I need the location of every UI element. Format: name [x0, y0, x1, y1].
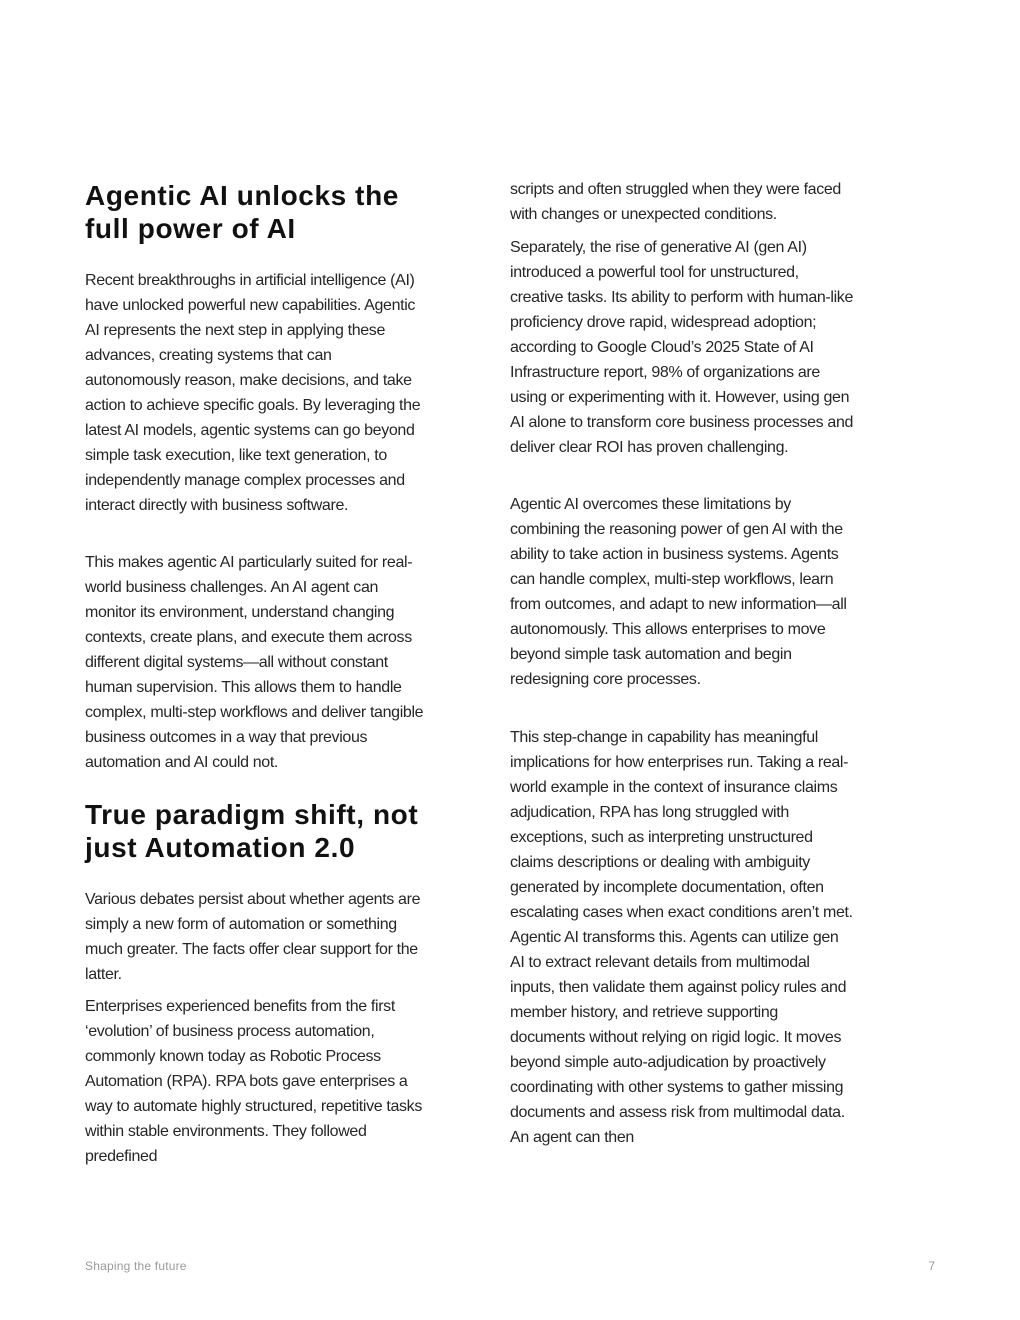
paragraph: Agentic AI overcomes these limitations by combining the reasoning power of gen AI with the ability to take action in business systems. Agents can handle complex, multi-step workflows, learn from outcomes, and adapt to new information—all autonomously. This allows enterprises to move beyond simple task automation and begin redesigning core processes. — [510, 496, 847, 688]
paragraph: Recent breakthroughs in artificial intelligence (AI) have unlocked powerful new capabilities. Agentic AI represents the next step in applying these advances, creating systems that can autonomously reason, make decisions, and take action to achieve specific goals. By leveraging the latest AI models, agentic systems can go beyond simple task execution, like text generation, to independently manage complex processes and interact directly with business software. — [85, 272, 421, 514]
page-number: 7 — [928, 1259, 935, 1273]
paragraph: This step-change in capability has meaningful implications for how enterprises run. Taking a real-world example in the context of insurance claims adjudication, RPA has long struggled with exceptions, such as interpreting unstructured claims descriptions or dealing with ambiguity generated by incomplete documentation, often escalating cases when exact conditions aren’t met. Agentic AI transforms this. Agents can utilize gen AI to extract relevant details from multimodal inputs, then validate them against policy rules and member history, and retrieve supporting documents without relying on rigid logic. It moves beyond simple auto-adjudication by proactively coordinating with other systems to gather missing documents and assess risk from multimodal data. An agent can then — [510, 729, 853, 1146]
section-heading-paradigm-shift: True paradigm shift, not just Automation 2.0 — [85, 799, 419, 863]
section-heading-agentic-ai: Agentic AI unlocks the full power of AI — [85, 180, 399, 244]
paragraph: This makes agentic AI particularly suited for real-world business challenges. An AI agent can monitor its environment, understand changing contexts, create plans, and execute them across different digital systems—all without constant human supervision. This allows them to handle complex, multi-step workflows and deliver tangible business outcomes in a way that previous automation and AI could not. — [85, 554, 424, 771]
footer-title: Shaping the future — [85, 1259, 187, 1273]
paragraph: scripts and often struggled when they were faced with changes or unexpected conditions. — [510, 181, 841, 223]
paragraph: Various debates persist about whether agents are simply a new form of automation or something much greater. The facts offer clear support for the latter. — [85, 891, 421, 983]
paragraph: Separately, the rise of generative AI (gen AI) introduced a powerful tool for unstructured, creative tasks. Its ability to perform with human-like proficiency drove rapid, widespread adoption; according to Google Cloud’s 2025 State of AI Infrastructure report, 98% of organizations are using or experimenting with it. However, using gen AI alone to transform core business processes and deliver clear ROI has proven challenging. — [510, 239, 854, 456]
paragraph: Enterprises experienced benefits from the first ‘evolution’ of business process automation, commonly known today as Robotic Process Automation (RPA). RPA bots gave enterprises a way to automate highly structured, repetitive tasks within stable environments. They followed predefined — [85, 998, 422, 1165]
